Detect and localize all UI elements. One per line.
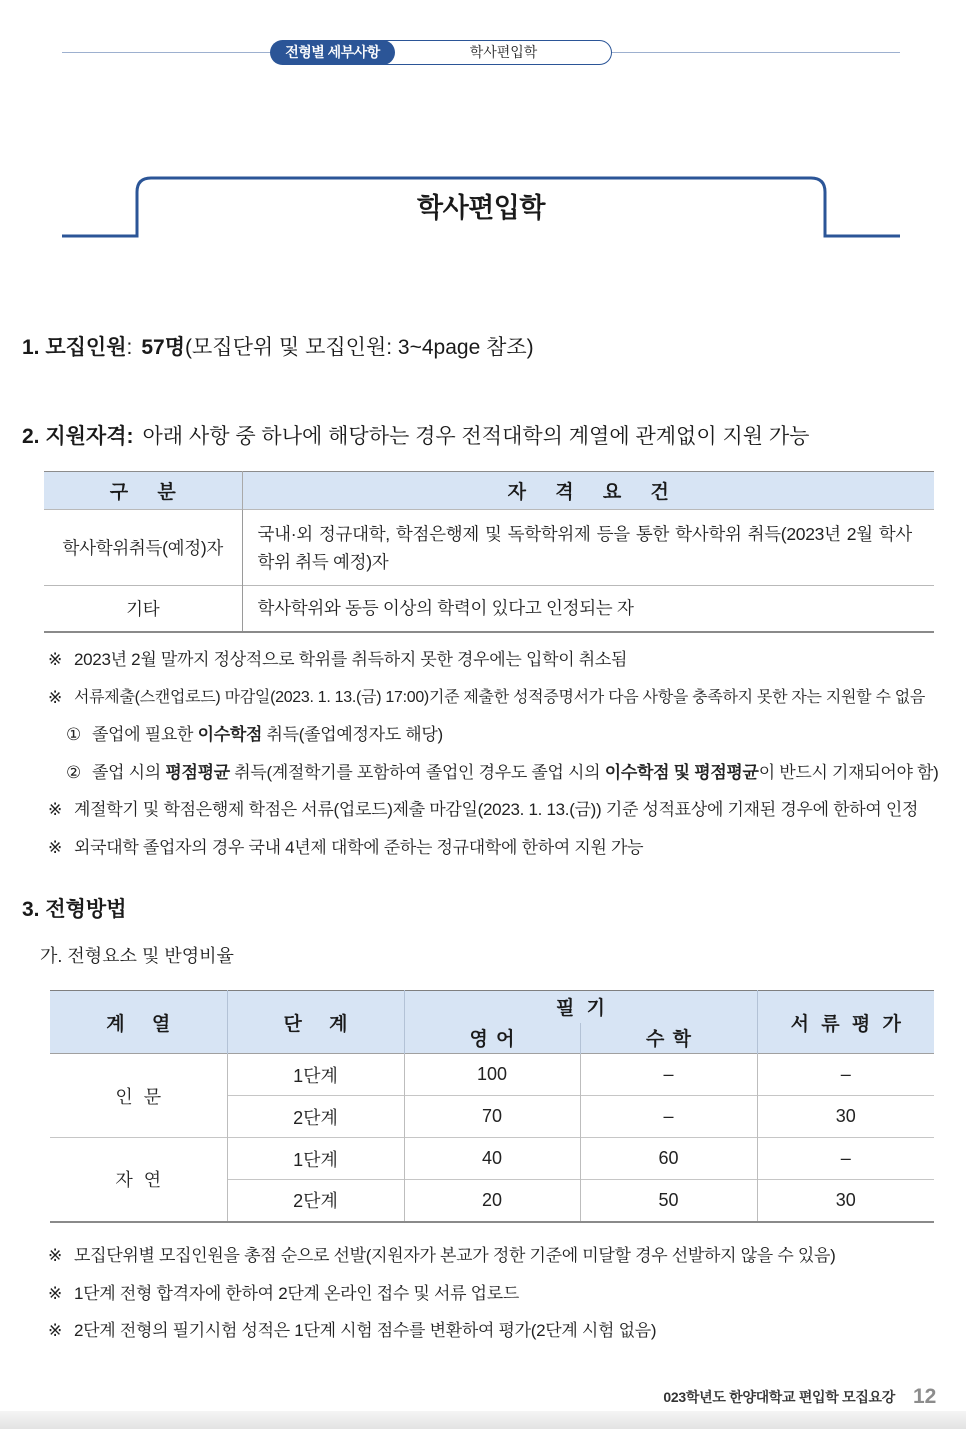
table-row — [44, 586, 934, 632]
table-header-row — [50, 991, 934, 1023]
english-cell: 100 — [404, 1054, 580, 1096]
section3-subheading: 가. 전형요소 및 반영비율 — [40, 946, 234, 966]
table-row — [44, 510, 934, 586]
stage-cell: 2단계 — [227, 1096, 404, 1138]
table-row — [50, 1054, 934, 1096]
stage-cell: 1단계 — [227, 1138, 404, 1180]
math-cell: 60 — [580, 1138, 757, 1180]
stage-cell: 1단계 — [227, 1054, 404, 1096]
header-math: 수 학 — [580, 1023, 757, 1054]
page-number: 12 — [913, 1385, 937, 1408]
category-cell: 기타 — [44, 586, 242, 632]
field-cell: 자 연 — [50, 1138, 227, 1222]
note-text-part: 졸업 시의 — [92, 762, 166, 782]
note-text-part: 서류제출(스캔업로드) 마감일(2023. 1. 13.(금) 17:00)기준 제출한 성적증명서가 다음 사항을 충족하지 못한 자는 지원할 수 없음 — [74, 688, 926, 706]
qualification-table-header-row — [44, 472, 934, 510]
qualification-table-head — [44, 472, 934, 510]
math-cell: – — [580, 1096, 757, 1138]
selection-ratio-table — [50, 990, 934, 1223]
documents-cell: – — [757, 1054, 934, 1096]
header-requirement: 자 격 요 건 — [242, 472, 934, 510]
header-field: 계 열 — [50, 991, 227, 1054]
note-item — [48, 1275, 942, 1313]
requirement-text: 국내·외 정규대학, 학점은행제 및 독학학위제 등을 통한 학사학위 취득(2023년 2월 학사학위 취득 예정)자 — [257, 523, 912, 572]
requirement-cell — [242, 510, 934, 586]
note-text — [74, 791, 942, 829]
note-text-part: 취득(졸업예정자도 해당) — [262, 725, 443, 745]
note-emphasis: 이수학점 및 평점평균 — [604, 762, 759, 782]
header-stage: 단 계 — [227, 991, 404, 1054]
english-cell: 20 — [404, 1180, 580, 1222]
section1-heading: 1. 모집인원 — [22, 336, 127, 359]
section2-heading: 2. 지원자격: — [22, 425, 134, 448]
note-mark: ※ — [48, 650, 63, 669]
note-subitem — [48, 754, 942, 792]
note-text: 모집단위별 모집인원을 총점 순으로 선발(지원자가 본교가 정한 기준에 미달할 경우 선발하지 않을 수 있음) — [74, 1246, 836, 1265]
header-category: 구 분 — [44, 472, 242, 510]
note-emphasis: 이수학점 — [197, 725, 263, 745]
header-tabs — [270, 40, 612, 65]
note-mark: ※ — [48, 1283, 63, 1303]
documents-cell: 30 — [757, 1180, 934, 1222]
note-item — [48, 1237, 942, 1275]
note-item — [48, 641, 942, 679]
category-cell: 학사학위취득(예정)자 — [44, 510, 242, 586]
section-eligibility — [22, 423, 952, 451]
header-document-review: 서 류 평 가 — [757, 991, 934, 1054]
requirement-text-box — [258, 519, 913, 577]
stage-cell: 2단계 — [227, 1180, 404, 1222]
note-mark: ※ — [48, 1246, 63, 1265]
note-item — [48, 791, 942, 829]
note-text: 1단계 전형 합격자에 한하여 2단계 온라인 접수 및 서류 업로드 — [74, 1283, 520, 1303]
table-row — [50, 1138, 934, 1180]
note-text-part: 계절학기 및 학점은행제 학점은 서류(업로드)제출 마감일(2023. 1. 13.(금)) 기준 성적표상에 기재된 경우에 한하여 인정 — [74, 800, 919, 820]
note-item — [48, 829, 942, 867]
header-written-exam: 필 기 — [404, 991, 757, 1023]
note-mark: ※ — [48, 800, 63, 820]
documents-cell: 30 — [757, 1096, 934, 1138]
eligibility-notes — [48, 641, 942, 867]
requirement-text: 학사학위와 동등 이상의 학력이 있다고 인정되는 자 — [257, 598, 634, 619]
section3-heading: 3. 전형방법 — [22, 898, 127, 921]
note-text-part: 취득(계절학기를 포함하여 졸업인 경우도 졸업 시의 — [229, 762, 605, 782]
note-text — [92, 754, 942, 792]
note-text-part: 이 반드시 기재되어야 함) — [758, 762, 939, 782]
note-subitem — [48, 716, 942, 754]
note-text-part: 외국대학 졸업자의 경우 국내 4년제 대학에 준하는 정규대학에 한하여 지원 가능 — [74, 837, 644, 857]
section1-count: 57명 — [141, 336, 185, 359]
note-text — [74, 641, 942, 679]
page-title: 학사편입학 — [417, 193, 545, 223]
math-cell: 50 — [580, 1180, 757, 1222]
note-mark: ※ — [48, 837, 63, 857]
english-cell: 40 — [404, 1138, 580, 1180]
note-text-part: 2023년 2월 말까지 정상적으로 학위를 취득하지 못한 경우에는 입학이 취소됨 — [74, 650, 628, 669]
note-text — [74, 679, 942, 717]
note-text-part: 졸업에 필요한 — [92, 725, 198, 745]
field-cell: 인 문 — [50, 1054, 227, 1138]
section1-colon: : — [126, 336, 133, 359]
math-cell: – — [580, 1054, 757, 1096]
note-item — [48, 1312, 942, 1350]
category-tab: 전형별 세부사항 — [270, 40, 395, 65]
header-english: 영 어 — [404, 1023, 580, 1054]
note-mark: ※ — [48, 687, 63, 707]
note-text — [92, 716, 942, 754]
note-number-mark: ① — [66, 725, 82, 745]
page-bottom-edge — [0, 1411, 966, 1429]
note-item — [48, 679, 942, 717]
qualification-table-body — [44, 510, 934, 632]
note-mark: ※ — [48, 1321, 63, 1341]
note-text: 2단계 전형의 필기시험 성적은 1단계 시험 점수를 변환하여 평가(2단계 시험 없음) — [74, 1321, 657, 1341]
selection-table-head — [50, 991, 934, 1054]
note-number-mark: ② — [66, 762, 82, 782]
section1-detail: (모집단위 및 모집인원: 3~4page 참조) — [185, 336, 534, 359]
section-recruitment-count — [22, 334, 952, 362]
selection-table-body — [50, 1054, 934, 1222]
note-emphasis: 평점평균 — [165, 762, 230, 782]
footer-booklet-title: 023학년도 한양대학교 편입학 모집요강 — [663, 1389, 895, 1405]
documents-cell: – — [757, 1138, 934, 1180]
section2-description: 아래 사항 중 하나에 해당하는 경우 전적대학의 계열에 관계없이 지원 가능 — [142, 425, 810, 448]
requirement-cell — [242, 586, 934, 632]
selection-notes — [48, 1237, 942, 1350]
current-section-tab: 학사편입학 — [379, 40, 612, 65]
english-cell: 70 — [404, 1096, 580, 1138]
qualification-table — [44, 471, 934, 633]
note-text — [74, 829, 942, 867]
